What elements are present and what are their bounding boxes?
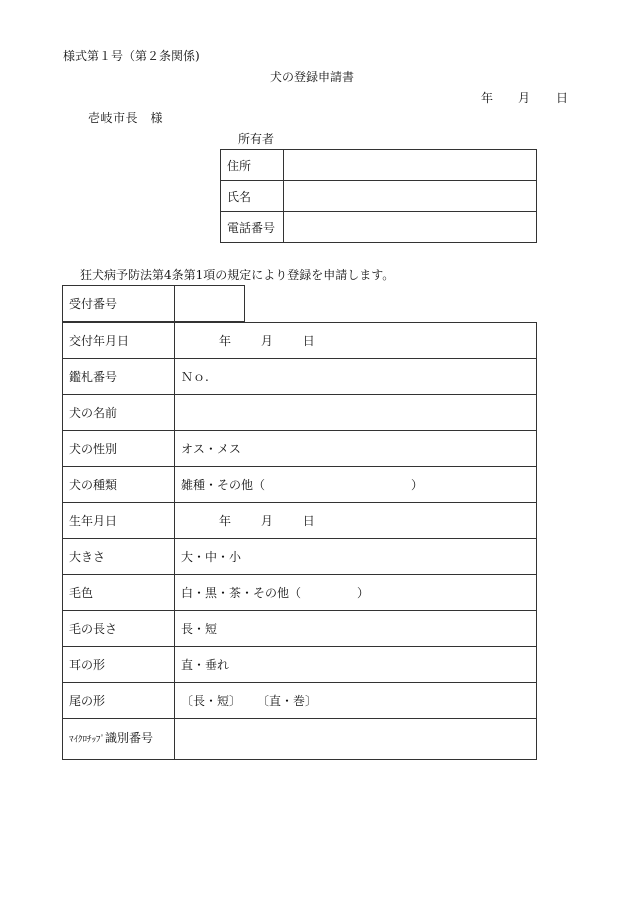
owner-row-address	[221, 150, 537, 181]
dog-name-label: 犬の名前	[63, 395, 175, 431]
table-row	[63, 683, 537, 719]
tag-number-field[interactable]	[175, 359, 537, 395]
size-options: 大・中・小	[181, 550, 242, 564]
phone-field[interactable]	[284, 212, 537, 243]
issue-date-field[interactable]	[175, 323, 537, 359]
dog-info-table	[62, 322, 537, 760]
microchip-label-kana: ﾏｲｸﾛﾁｯﾌﾟ	[69, 735, 106, 745]
table-row	[63, 647, 537, 683]
size-label: 大きさ	[63, 539, 175, 575]
page-title: 犬の登録申請書	[270, 70, 355, 84]
tail-shape-field[interactable]	[175, 683, 537, 719]
microchip-label-rest: 識別番号	[105, 731, 154, 745]
owner-row-name	[221, 181, 537, 212]
address-field[interactable]	[284, 150, 537, 181]
receipt-number-label: 受付番号	[63, 286, 175, 322]
issue-month-unit: 月	[260, 334, 273, 348]
date-month-label: 月	[518, 91, 531, 105]
address-label: 住所	[221, 150, 284, 181]
statement-text: 狂犬病予防法第4条第1項の規定により登録を申請します。	[80, 268, 395, 282]
form-number: 様式第１号（第２条関係)	[63, 49, 200, 63]
issue-date-label: 交付年月日	[63, 323, 175, 359]
owner-label: 所有者	[238, 132, 275, 146]
coat-color-field[interactable]	[175, 575, 537, 611]
dog-breed-options: 雑種・その他（	[181, 478, 266, 492]
dog-sex-field[interactable]	[175, 431, 537, 467]
table-row	[63, 395, 537, 431]
birth-day-unit: 日	[302, 514, 315, 528]
birth-month-unit: 月	[260, 514, 273, 528]
hair-length-field[interactable]	[175, 611, 537, 647]
birth-year-unit: 年	[219, 514, 232, 528]
owner-table	[220, 149, 537, 243]
tag-number-label: 鑑札番号	[63, 359, 175, 395]
dog-breed-close: ）	[411, 478, 424, 492]
hair-length-label: 毛の長さ	[63, 611, 175, 647]
table-row	[63, 467, 537, 503]
table-row	[63, 359, 537, 395]
table-row	[63, 431, 537, 467]
name-label: 氏名	[221, 181, 284, 212]
table-row	[63, 503, 537, 539]
table-row	[63, 539, 537, 575]
dog-breed-field[interactable]	[175, 467, 537, 503]
receipt-table	[62, 285, 245, 322]
table-row	[63, 575, 537, 611]
birth-date-label: 生年月日	[63, 503, 175, 539]
tail-shape-label: 尾の形	[63, 683, 175, 719]
receipt-number-field[interactable]	[175, 286, 245, 322]
tag-number-prefix: Ｎｏ.	[181, 370, 209, 384]
name-field[interactable]	[284, 181, 537, 212]
microchip-label	[63, 719, 175, 760]
ear-shape-options: 直・垂れ	[181, 658, 230, 672]
birth-date-field[interactable]	[175, 503, 537, 539]
table-row	[63, 719, 537, 760]
hair-length-options: 長・短	[181, 622, 218, 636]
coat-color-close: ）	[357, 586, 370, 600]
date-year-label: 年	[481, 91, 494, 105]
coat-color-label: 毛色	[63, 575, 175, 611]
ear-shape-field[interactable]	[175, 647, 537, 683]
date-day-label: 日	[556, 91, 569, 105]
owner-row-phone	[221, 212, 537, 243]
receipt-row	[63, 286, 245, 322]
dog-sex-options: オス・メス	[181, 442, 241, 456]
tail-length-options: 〔長・短〕	[181, 694, 242, 708]
dog-name-field[interactable]	[175, 395, 537, 431]
dog-sex-label: 犬の性別	[63, 431, 175, 467]
phone-label: 電話番号	[221, 212, 284, 243]
microchip-field[interactable]	[175, 719, 537, 760]
table-row	[63, 323, 537, 359]
ear-shape-label: 耳の形	[63, 647, 175, 683]
dog-breed-label: 犬の種類	[63, 467, 175, 503]
issue-day-unit: 日	[302, 334, 315, 348]
coat-color-options: 白・黒・茶・その他（	[181, 586, 302, 600]
tail-curl-options: 〔直・巻〕	[257, 694, 318, 708]
size-field[interactable]	[175, 539, 537, 575]
addressee: 壱岐市長 様	[88, 111, 164, 125]
issue-year-unit: 年	[219, 334, 232, 348]
table-row	[63, 611, 537, 647]
